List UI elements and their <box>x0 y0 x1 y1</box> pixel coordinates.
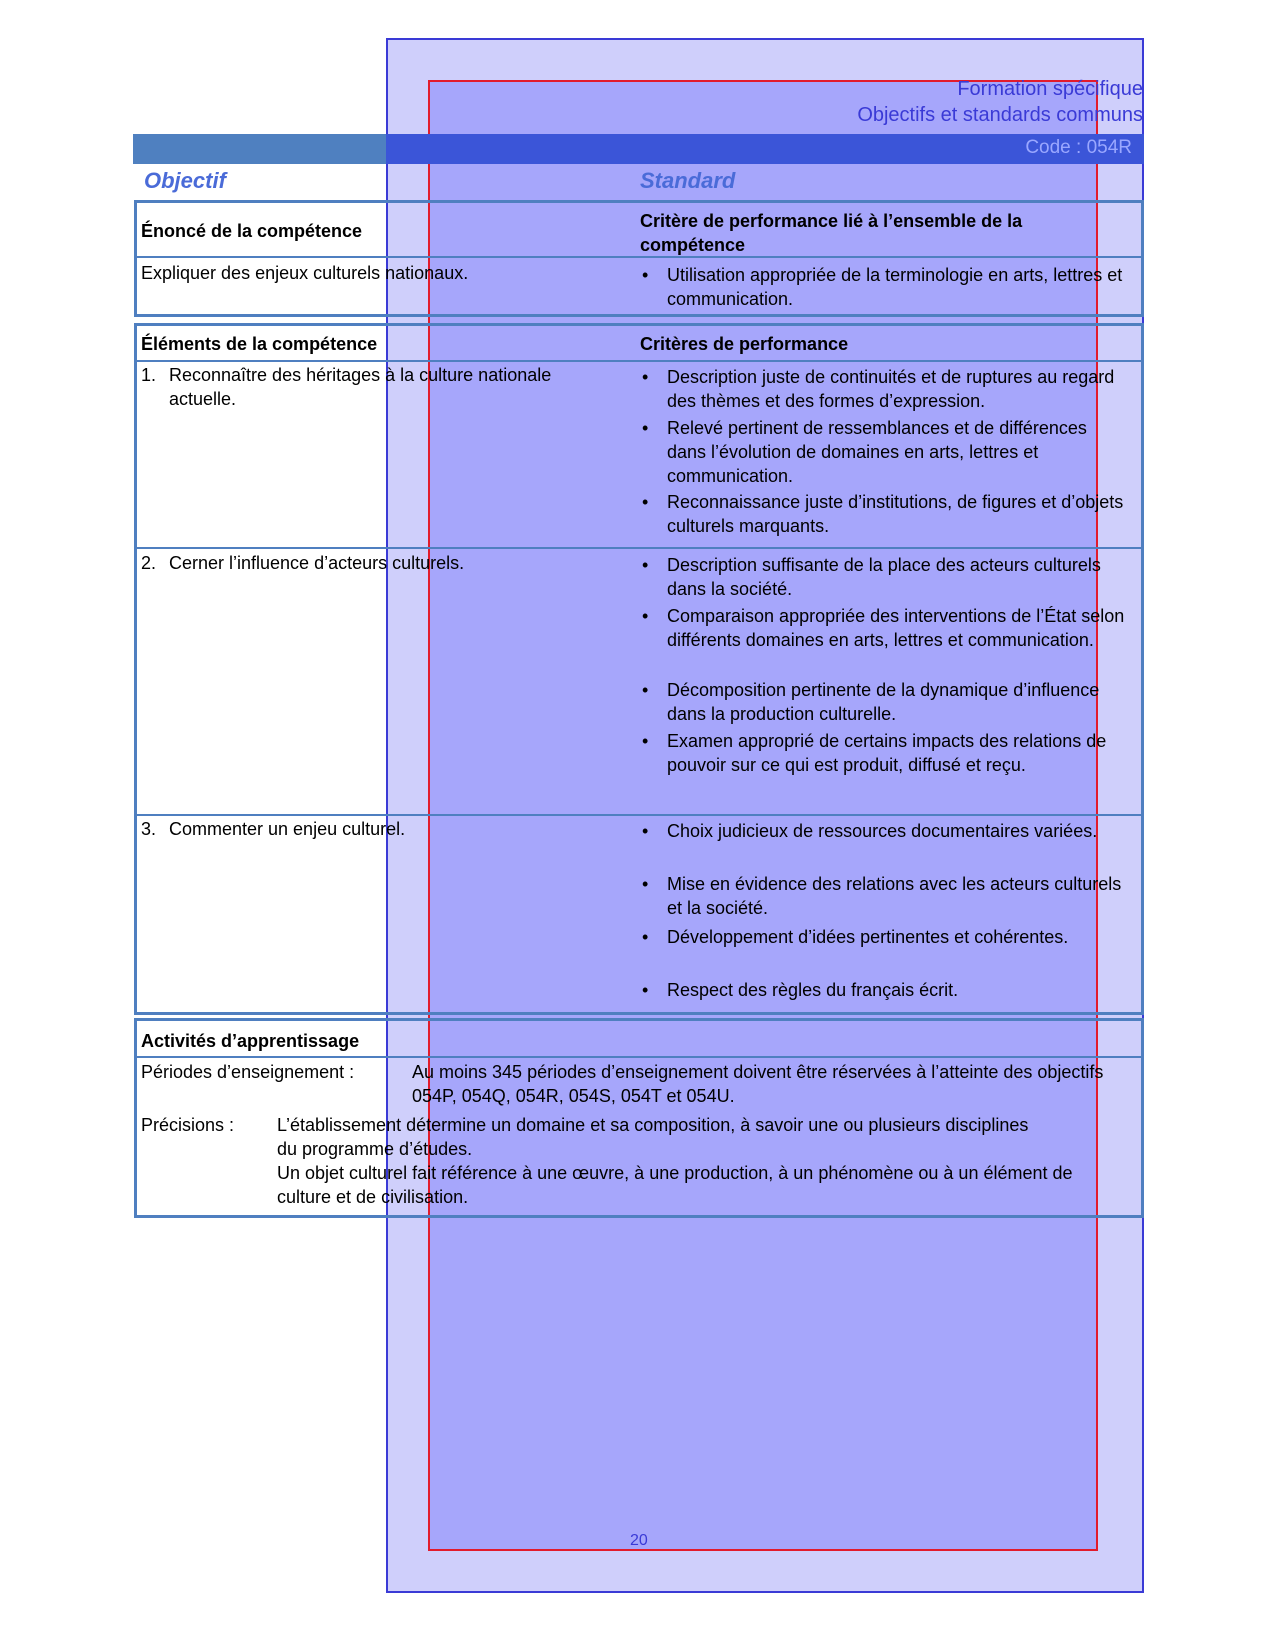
precisions-label: Précisions : <box>141 1115 235 1135</box>
bullet-icon: • <box>642 680 649 700</box>
criterion-item: • Respect des règles du français écrit. <box>642 980 959 1000</box>
precisions-text-2: Un objet culturel fait référence à une œuvre, à une production, à un phénomène ou à un élément de culture et de civilisation. <box>277 1163 1073 1207</box>
bullet-icon: • <box>642 927 649 947</box>
bullet-icon: • <box>642 874 649 894</box>
criterion-item: • Description suffisante de la place des acteurs culturels dans la société. <box>642 555 1101 599</box>
element-number: 3. <box>141 819 157 839</box>
bullet-icon: • <box>642 367 649 387</box>
criterion-item: • Choix judicieux de ressources documentaires variées. <box>642 821 1098 841</box>
criterion-item: • Description juste de continuités et de ruptures au regard des thèmes et des formes d’expression. <box>642 367 1115 411</box>
code-bar <box>133 134 1144 164</box>
element-number: 1. <box>141 365 157 385</box>
criterion-item: • Comparaison appropriée des interventions de l’État selon différents domaines en arts, lettres et communication. <box>642 606 1125 650</box>
bullet-icon: • <box>642 492 649 512</box>
enonce-heading: Énoncé de la compétence <box>141 221 363 241</box>
elements-heading: Éléments de la compétence <box>141 334 378 354</box>
periodes-label: Périodes d’enseignement : <box>141 1062 355 1082</box>
bullet-icon: • <box>642 731 649 751</box>
header-line-2: Objectifs et standards communs <box>857 104 1143 126</box>
activites-heading: Activités d’apprentissage <box>141 1031 360 1051</box>
bullet-icon: • <box>642 606 649 626</box>
row-divider <box>137 547 1141 549</box>
enonce-box <box>134 200 1144 317</box>
element-number: 2. <box>141 553 157 573</box>
criterion-item: • Examen approprié de certains impacts des relations de pouvoir sur ce qui est produit, diffusé et reçu. <box>642 731 1107 775</box>
row-divider <box>137 1056 1141 1058</box>
objectif-heading: Objectif <box>144 168 226 193</box>
periodes-text: Au moins 345 périodes d’enseignement doivent être réservées à l’atteinte des objectifs 054P, 054Q, 054R, 054S, 054T et 054U. <box>412 1062 1104 1106</box>
row-divider <box>137 814 1141 816</box>
precisions-text-1: L’établissement détermine un domaine et sa composition, à savoir une ou plusieurs disciplines du programme d’études. <box>277 1115 1029 1159</box>
criterion-item: • Relevé pertinent de ressemblances et de différences dans l’évolution de domaines en arts, lettres et communication. <box>642 418 1087 486</box>
enonce-criterion-heading: Critère de performance lié à l’ensemble de la compétence <box>640 211 1023 255</box>
bullet-icon: • <box>642 980 649 1000</box>
criterion-item: • Décomposition pertinente de la dynamique d’influence dans la production culturelle. <box>642 680 1100 724</box>
element-text: Reconnaître des héritages à la culture nationale actuelle. <box>169 365 552 409</box>
bullet-icon: • <box>642 265 649 285</box>
page-number: 20 <box>630 1532 648 1549</box>
row-divider <box>137 360 1141 362</box>
criteria-heading: Critères de performance <box>640 334 849 354</box>
enonce-text: Expliquer des enjeux culturels nationaux. <box>141 263 469 283</box>
elements-box <box>134 323 1144 1015</box>
bullet-icon: • <box>642 555 649 575</box>
criterion-item: • Utilisation appropriée de la terminologie en arts, lettres et communication. <box>642 265 1123 309</box>
row-divider <box>137 256 1141 258</box>
bullet-icon: • <box>642 418 649 438</box>
criterion-item: • Mise en évidence des relations avec les acteurs culturels et la société. <box>642 874 1122 918</box>
code-label: Code : 054R <box>1025 137 1132 158</box>
document-header <box>857 76 1143 128</box>
element-text: Commenter un enjeu culturel. <box>169 819 406 839</box>
bullet-icon: • <box>642 821 649 841</box>
standard-heading: Standard <box>640 168 736 193</box>
element-text: Cerner l’influence d’acteurs culturels. <box>169 553 465 573</box>
criterion-item: • Reconnaissance juste d’institutions, de figures et d’objets culturels marquants. <box>642 492 1124 536</box>
header-line-1: Formation spécifique <box>957 78 1143 100</box>
criterion-item: • Développement d’idées pertinentes et cohérentes. <box>642 927 1069 947</box>
activites-box <box>134 1018 1144 1218</box>
